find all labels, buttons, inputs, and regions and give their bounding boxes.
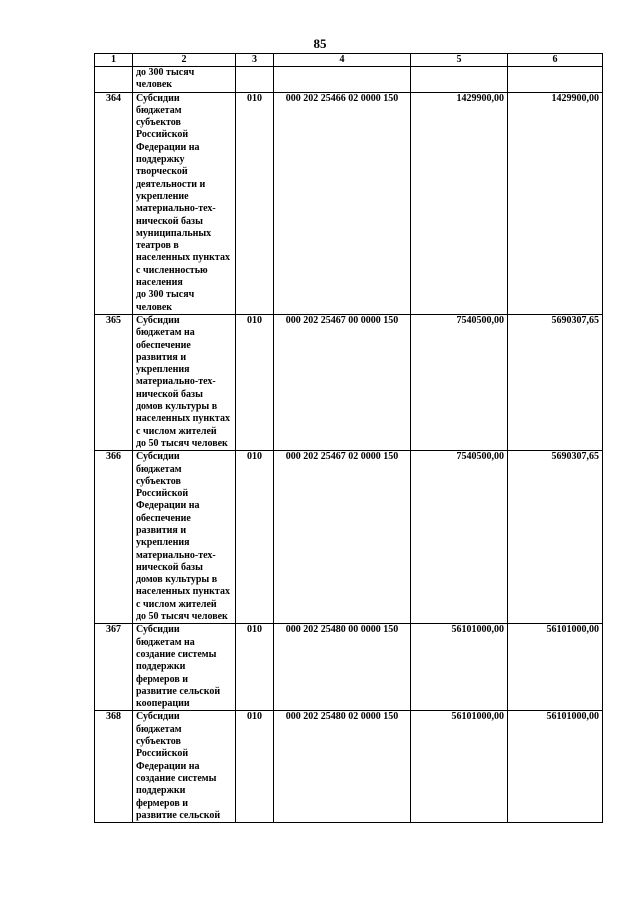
row-code: 010 xyxy=(236,624,274,711)
table-row xyxy=(95,67,603,93)
row-executed xyxy=(508,67,603,93)
row-amount xyxy=(411,67,508,93)
row-amount: 56101000,00 xyxy=(411,711,508,823)
column-header: 1 xyxy=(95,54,133,67)
row-kbk: 000 202 25480 02 0000 150 xyxy=(274,711,411,823)
row-executed: 5690307,65 xyxy=(508,314,603,450)
row-kbk: 000 202 25480 00 0000 150 xyxy=(274,624,411,711)
row-executed: 1429900,00 xyxy=(508,92,603,314)
row-name: Субсидии бюджетам субъектов Российской Федерации на создание системы поддержки фермеров и развитие сельской xyxy=(133,711,236,823)
table-row xyxy=(95,314,603,450)
budget-table xyxy=(94,53,603,823)
column-header: 3 xyxy=(236,54,274,67)
row-number: 367 xyxy=(95,624,133,711)
row-amount: 7540500,00 xyxy=(411,314,508,450)
row-code xyxy=(236,67,274,93)
row-kbk: 000 202 25466 02 0000 150 xyxy=(274,92,411,314)
row-name: Субсидии бюджетам субъектов Российской Федерации на обеспечение развития и укрепления материально-тех- нической базы домов культуры в населенных пунктах с числом жителей до 50 тысяч человек xyxy=(133,451,236,624)
page-number: 85 xyxy=(313,36,327,51)
header-row xyxy=(95,54,603,67)
table-row xyxy=(95,92,603,314)
row-code: 010 xyxy=(236,92,274,314)
row-amount: 7540500,00 xyxy=(411,451,508,624)
row-kbk: 000 202 25467 00 0000 150 xyxy=(274,314,411,450)
table-row xyxy=(95,711,603,823)
column-header: 2 xyxy=(133,54,236,67)
column-header: 5 xyxy=(411,54,508,67)
table-row xyxy=(95,624,603,711)
row-name: Субсидии бюджетам на создание системы поддержки фермеров и развитие сельской кооперации xyxy=(133,624,236,711)
row-kbk: 000 202 25467 02 0000 150 xyxy=(274,451,411,624)
column-header: 6 xyxy=(508,54,603,67)
row-amount: 56101000,00 xyxy=(411,624,508,711)
row-executed: 56101000,00 xyxy=(508,711,603,823)
column-header: 4 xyxy=(274,54,411,67)
row-code: 010 xyxy=(236,451,274,624)
row-number: 365 xyxy=(95,314,133,450)
row-code: 010 xyxy=(236,711,274,823)
table-row xyxy=(95,451,603,624)
row-name: Субсидии бюджетам на обеспечение развития и укрепления материально-тех- нической базы домов культуры в населенных пунктах с числом жителей до 50 тысяч человек xyxy=(133,314,236,450)
row-executed: 5690307,65 xyxy=(508,451,603,624)
row-kbk xyxy=(274,67,411,93)
row-name: до 300 тысяч человек xyxy=(133,67,236,93)
row-number: 364 xyxy=(95,92,133,314)
row-executed: 56101000,00 xyxy=(508,624,603,711)
row-name: Субсидии бюджетам субъектов Российской Федерации на поддержку творческой деятельности и укрепление материально-тех- нической базы муниципальных театров в населенных пунктах с численностью населения до 300 тысяч человек xyxy=(133,92,236,314)
row-number: 366 xyxy=(95,451,133,624)
row-amount: 1429900,00 xyxy=(411,92,508,314)
row-number: 368 xyxy=(95,711,133,823)
row-code: 010 xyxy=(236,314,274,450)
row-number xyxy=(95,67,133,93)
